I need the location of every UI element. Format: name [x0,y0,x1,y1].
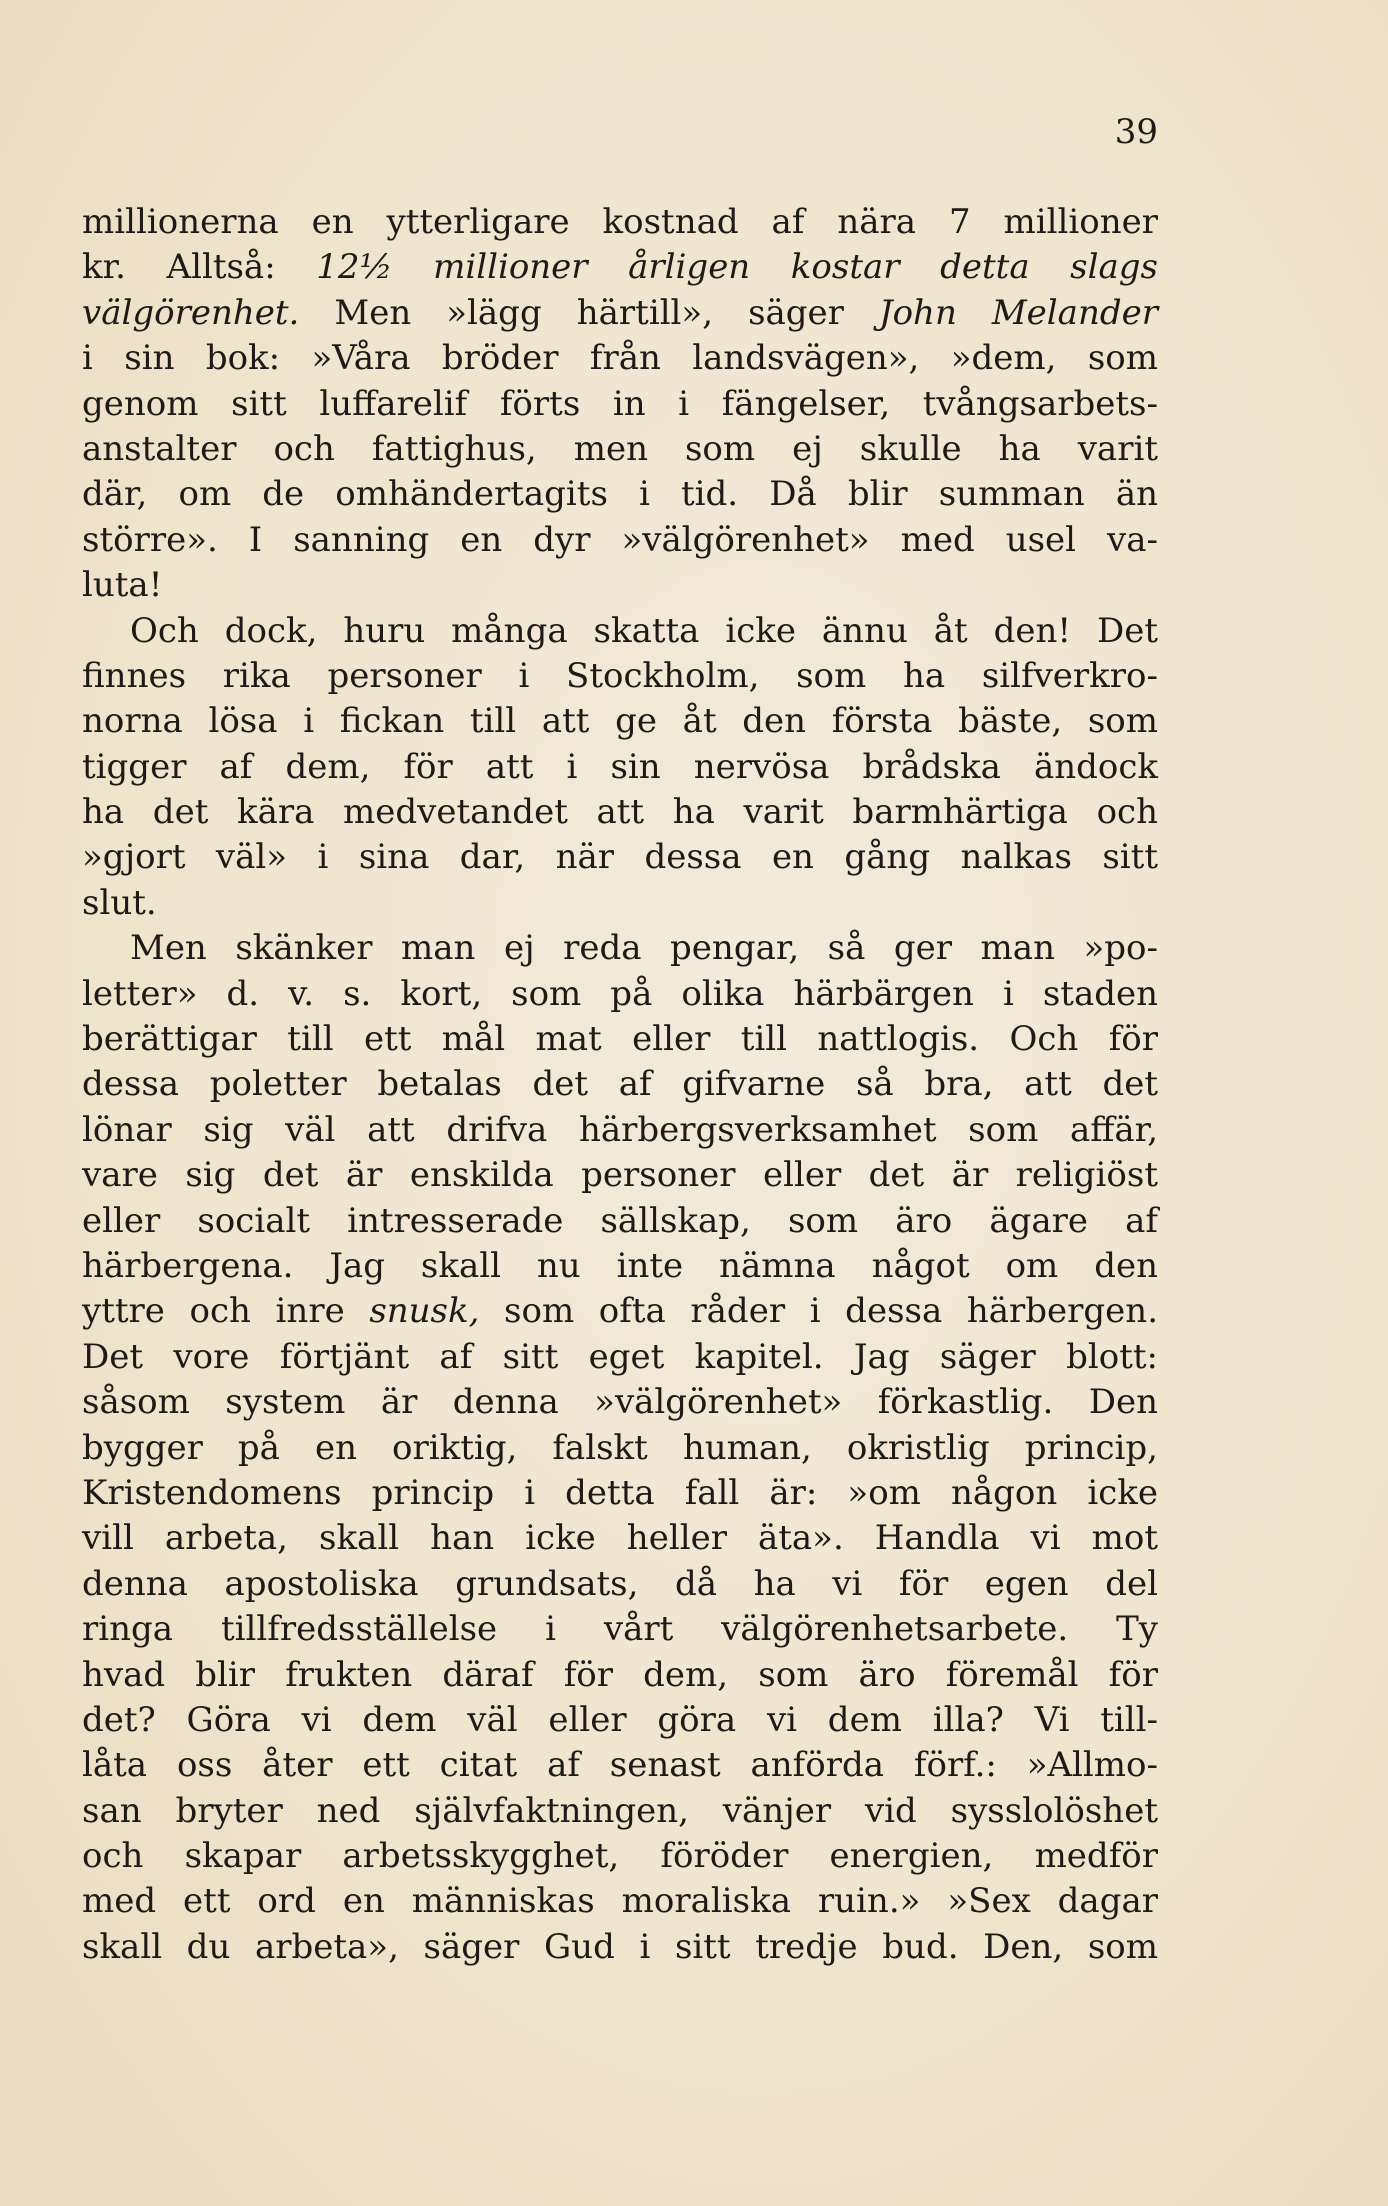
text-line [82,200,1158,245]
text-line [82,427,1158,472]
text-segment: yttre och inre [82,1291,370,1332]
text-line [82,1017,1158,1062]
text-line [82,1789,1158,1834]
text-line [82,790,1158,835]
text-segment: Det vore förtjänt af sitt eget kapitel. Jag säger blott: [82,1336,1158,1377]
text-line [82,745,1158,790]
text-line [82,1108,1158,1153]
text-line [82,472,1158,517]
text-segment: Men »lägg härtill», säger [299,292,879,333]
text-segment: berättigar till ett mål mat eller till nattlogis. Och för [82,1019,1158,1060]
text-segment: denna apostoliska grundsats, då ha vi för egen del [82,1563,1158,1604]
body-text [82,200,1158,1970]
text-segment: tigger af dem, för att i sin nervösa brådska ändock [82,746,1158,787]
text-segment: där, om de omhändertagits i tid. Då blir summan än [82,474,1158,515]
text-segment: anstalter och fattighus, men som ej skulle ha varit [82,428,1158,469]
text-segment: finnes rika personer i Stockholm, som ha silfverkro- [82,655,1158,696]
text-line [82,245,1158,290]
text-segment: bygger på en oriktig, falskt human, okristlig princip, [82,1427,1158,1468]
text-line [82,1516,1158,1561]
text-segment: Kristendomens princip i detta fall är: »om någon icke [82,1472,1158,1513]
text-segment: san bryter ned självfaktningen, vänjer vid sysslolöshet [82,1790,1158,1831]
text-line [82,1289,1158,1334]
text-line [82,518,1158,563]
text-segment: större». I sanning en dyr »välgörenhet» med usel va- [82,519,1158,560]
text-segment: luta! [82,565,163,606]
text-segment: det? Göra vi dem väl eller göra vi dem illa? Vi till- [82,1699,1158,1740]
text-line [82,1062,1158,1107]
text-segment: »gjort väl» i sina dar, när dessa en gång nalkas sitt [82,837,1158,878]
italic-text-segment: John Melander [878,292,1158,333]
text-segment: norna lösa i fickan till att ge åt den första bäste, som [82,701,1158,742]
text-segment: hvad blir frukten däraf för dem, som äro föremål för [82,1654,1158,1695]
text-line [82,1834,1158,1879]
text-segment: såsom system är denna »välgörenhet» förkastlig. Den [82,1382,1158,1423]
text-segment: genom sitt luffarelif förts in i fängelser, tvångsarbets- [82,383,1158,424]
text-segment: vare sig det är enskilda personer eller det är religiöst [82,1155,1158,1196]
text-line [82,699,1158,744]
text-segment: och skapar arbetsskygghet, föröder energien, medför [82,1836,1158,1877]
text-segment: i sin bok: »Våra bröder från landsvägen», »dem, som [82,338,1158,379]
text-line [82,1199,1158,1244]
text-segment: Och dock, huru många skatta icke ännu åt den! Det [130,610,1158,651]
text-segment: låta oss åter ett citat af senast anförda förf.: »Allmo- [82,1745,1158,1786]
text-segment: vill arbeta, skall han icke heller äta». Handla vi mot [82,1518,1158,1559]
text-line [82,1653,1158,1698]
text-segment: eller socialt intresserade sällskap, som äro ägare af [82,1200,1158,1241]
text-line [82,1335,1158,1380]
text-segment: ringa tillfredsställelse i vårt välgörenhetsarbete. Ty [82,1609,1158,1650]
text-line [82,1925,1158,1970]
text-line [82,1471,1158,1516]
italic-text-segment: snusk, [369,1291,480,1332]
text-line [82,1426,1158,1471]
text-segment: slut. [82,882,157,923]
page-number: 39 [1114,112,1158,152]
text-segment: skall du arbeta», säger Gud i sitt tredje bud. Den, som [82,1926,1158,1967]
text-line [82,1153,1158,1198]
text-line [82,835,1158,880]
italic-text-segment: välgörenhet. [82,292,300,333]
text-line [82,1244,1158,1289]
text-line [82,1743,1158,1788]
text-line [82,609,1158,654]
text-line [82,1380,1158,1425]
italic-text-segment: 12½ millioner årligen kostar detta slags [316,247,1158,288]
text-segment: med ett ord en människas moraliska ruin.» »Sex dagar [82,1881,1158,1922]
text-segment: ha det kära medvetandet att ha varit barmhärtiga och [82,792,1158,833]
text-line [82,654,1158,699]
text-segment: härbergena. Jag skall nu inte nämna något om den [82,1245,1158,1286]
text-line [82,972,1158,1017]
text-segment: som ofta råder i dessa härbergen. [479,1291,1158,1332]
text-line [82,1562,1158,1607]
text-segment: lönar sig väl att drifva härbergsverksamhet som affär, [82,1109,1158,1150]
text-line [82,291,1158,336]
text-segment: Men skänker man ej reda pengar, så ger man »po- [130,928,1158,969]
text-line [82,1879,1158,1924]
text-segment: kr. Alltså: [82,247,317,288]
text-segment: letter» d. v. s. kort, som på olika härbärgen i staden [82,973,1158,1014]
text-line [82,563,1158,608]
text-line [82,1698,1158,1743]
text-line [82,881,1158,926]
text-line [82,382,1158,427]
text-line [82,1607,1158,1652]
text-segment: millionerna en ytterligare kostnad af nära 7 millioner [82,202,1158,242]
text-line [82,336,1158,381]
text-segment: dessa poletter betalas det af gifvarne så bra, att det [82,1064,1158,1105]
text-line [82,926,1158,971]
